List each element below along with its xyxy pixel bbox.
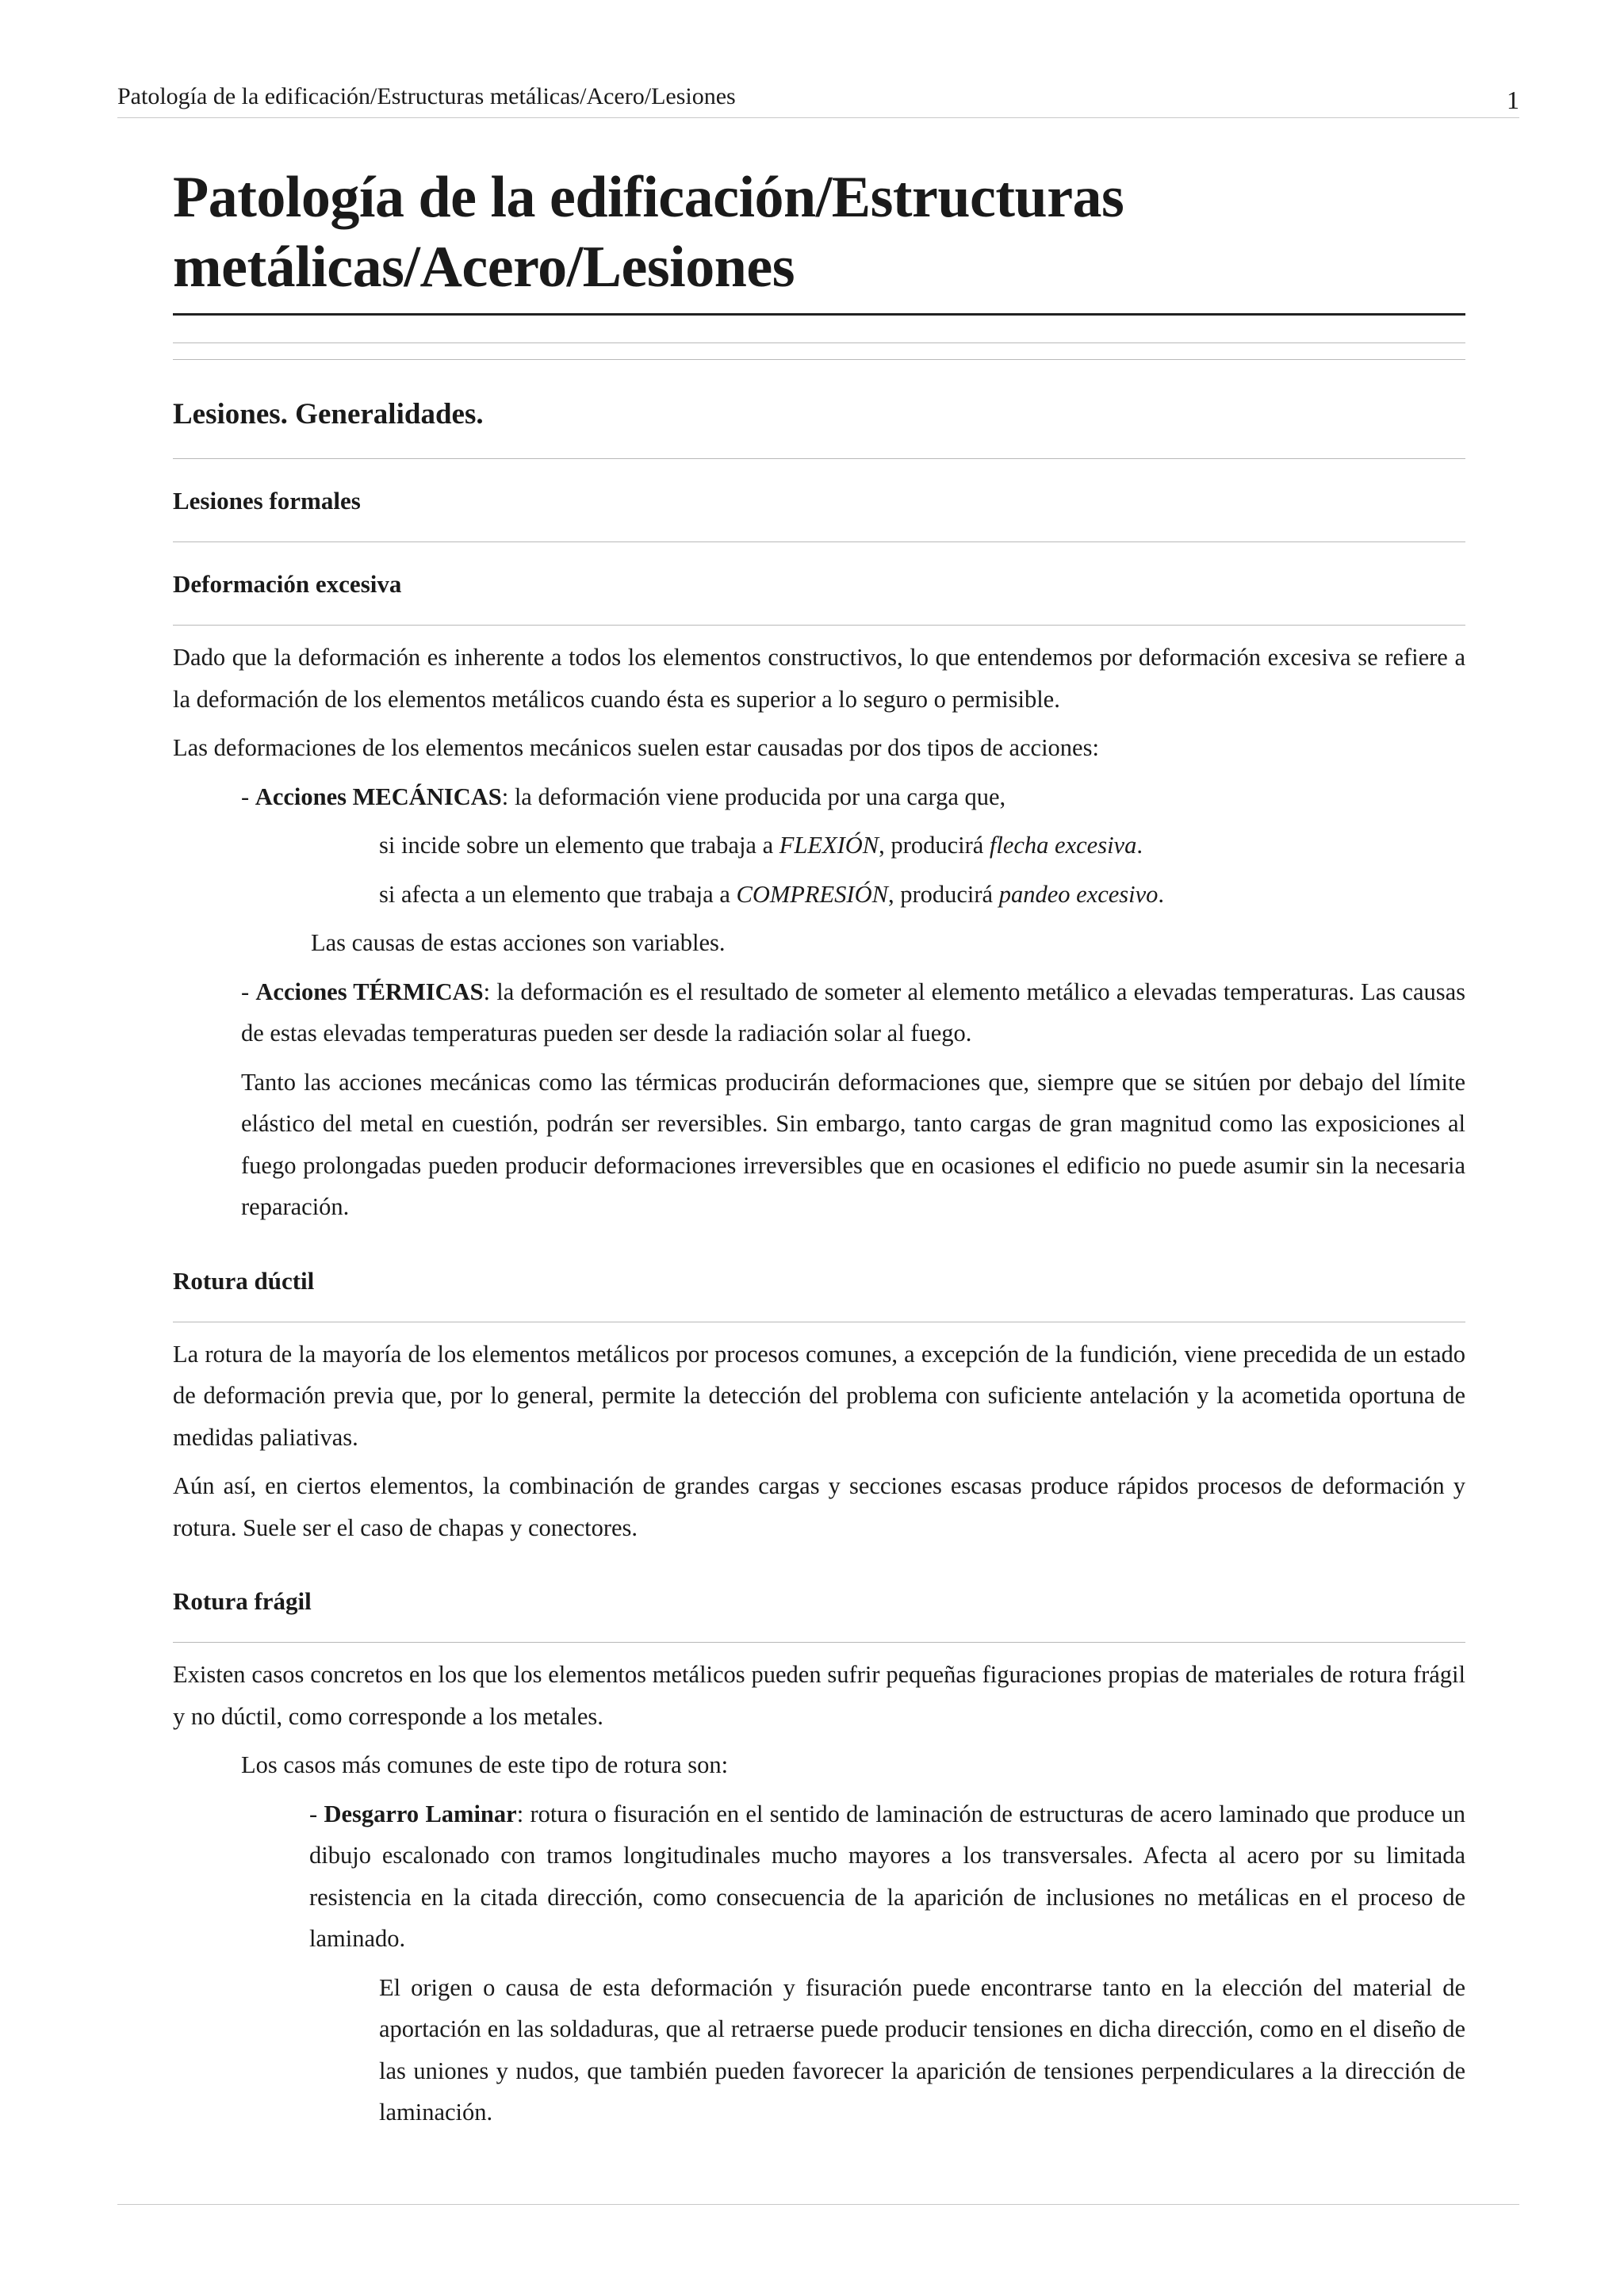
term-label: Acciones TÉRMICAS [255, 978, 484, 1005]
term-label: Acciones MECÁNICAS [255, 783, 502, 810]
sub-item-flexion: si incide sobre un elemento que trabaja a FLEXIÓN, producirá flecha excesiva. [379, 832, 1143, 859]
section-heading: Lesiones. Generalidades. [173, 395, 1465, 459]
fragil-body [173, 1643, 1465, 2133]
ductil-body [173, 1322, 1465, 1549]
page-number: 1 [1507, 86, 1519, 114]
paragraph: El origen o causa de esta deformación y fisuración puede encontrarse tanto en la elección del material de aportación en las soldaduras, que al retraerse puede producir tensiones en dicha dirección, como en el diseño de las uniones y nudos, que también pueden favorecer la aparición de tensiones perpendiculares a la dirección de laminación. [379, 1973, 1465, 2126]
list-item-mecanicas: - Acciones MECÁNICAS: la deformación viene producida por una carga que, [241, 783, 1006, 810]
page-header [117, 79, 1519, 118]
paragraph: La rotura de la mayoría de los elementos metálicos por procesos comunes, a excepción de la fundición, viene precedida de un estado de deformación previa que, por lo general, permite la detección del problema con suficiente antelación y la acometida oportuna de medidas paliativas. [173, 1340, 1465, 1451]
paragraph: Los casos más comunes de este tipo de rotura son: [241, 1751, 729, 1778]
subsection-heading-deformacion: Deformación excesiva [173, 542, 1465, 626]
divider [173, 342, 1465, 343]
term-flexion: FLEXIÓN [779, 832, 879, 859]
running-title: Patología de la edificación/Estructuras metálicas/Acero/Lesiones [117, 83, 736, 109]
document-content [173, 163, 1465, 2133]
list-item-desgarro: - Desgarro Laminar: rotura o fisuración en el sentido de laminación de estructuras de acero laminado que produce un dibujo escalonado con tramos longitudinales mucho mayores a los transversales. Afecta al acero por su limitada resistencia en la citada dirección, como consecuencia de la aparición de inclusiones no metálicas en el proceso de laminado. [309, 1800, 1465, 1952]
page-title [173, 163, 1465, 316]
paragraph: Las deformaciones de los elementos mecánicos suelen estar causadas por dos tipos de acciones: [173, 734, 1099, 761]
subsection-heading-fragil: Rotura frágil [173, 1548, 1465, 1643]
term-label: Desgarro Laminar [324, 1800, 517, 1827]
footer-divider [117, 2204, 1519, 2205]
deformacion-body [173, 626, 1465, 1228]
divider [173, 359, 1465, 360]
paragraph: Existen casos concretos en los que los elementos metálicos pueden sufrir pequeñas figuraciones propias de materiales de rotura frágil y no dúctil, como corresponde a los metales. [173, 1661, 1465, 1730]
term-compresion: COMPRESIÓN [736, 880, 888, 908]
paragraph: Tanto las acciones mecánicas como las térmicas producirán deformaciones que, siempre que se sitúen por debajo del límite elástico del metal en cuestión, podrán ser reversibles. Sin embargo, tanto cargas de gran magnitud como las exposiciones al fuego prolongadas pueden producir deformaciones irreversibles que en ocasiones el edificio no puede asumir sin la necesaria reparación. [241, 1068, 1465, 1220]
paragraph: Dado que la deformación es inherente a todos los elementos constructivos, lo que entendemos por deformación excesiva se refiere a la deformación de los elementos metálicos cuando ésta es superior a lo seguro o permisible. [173, 644, 1465, 713]
page-title-line-2: metálicas/Acero/Lesiones [173, 235, 795, 300]
result-flecha: flecha excesiva [989, 832, 1137, 859]
sub-item-compresion: si afecta a un elemento que trabaja a COMPRESIÓN, producirá pandeo excesivo. [379, 880, 1165, 908]
list-item-termicas: - Acciones TÉRMICAS: la deformación es el resultado de someter al elemento metálico a elevadas temperaturas. Las causas de estas elevadas temperaturas pueden ser desde la radiación solar al fuego. [241, 978, 1466, 1047]
result-pandeo: pandeo excesivo [998, 880, 1159, 908]
subsection-heading-ductil: Rotura dúctil [173, 1228, 1465, 1322]
paragraph-causas: Las causas de estas acciones son variables. [311, 929, 726, 956]
paragraph: Aún así, en ciertos elementos, la combinación de grandes cargas y secciones escasas produce rápidos procesos de deformación y rotura. Suele ser el caso de chapas y conectores. [173, 1472, 1465, 1541]
page-title-line-1: Patología de la edificación/Estructuras [173, 165, 1124, 230]
subsection-heading-formales: Lesiones formales [173, 459, 1465, 542]
